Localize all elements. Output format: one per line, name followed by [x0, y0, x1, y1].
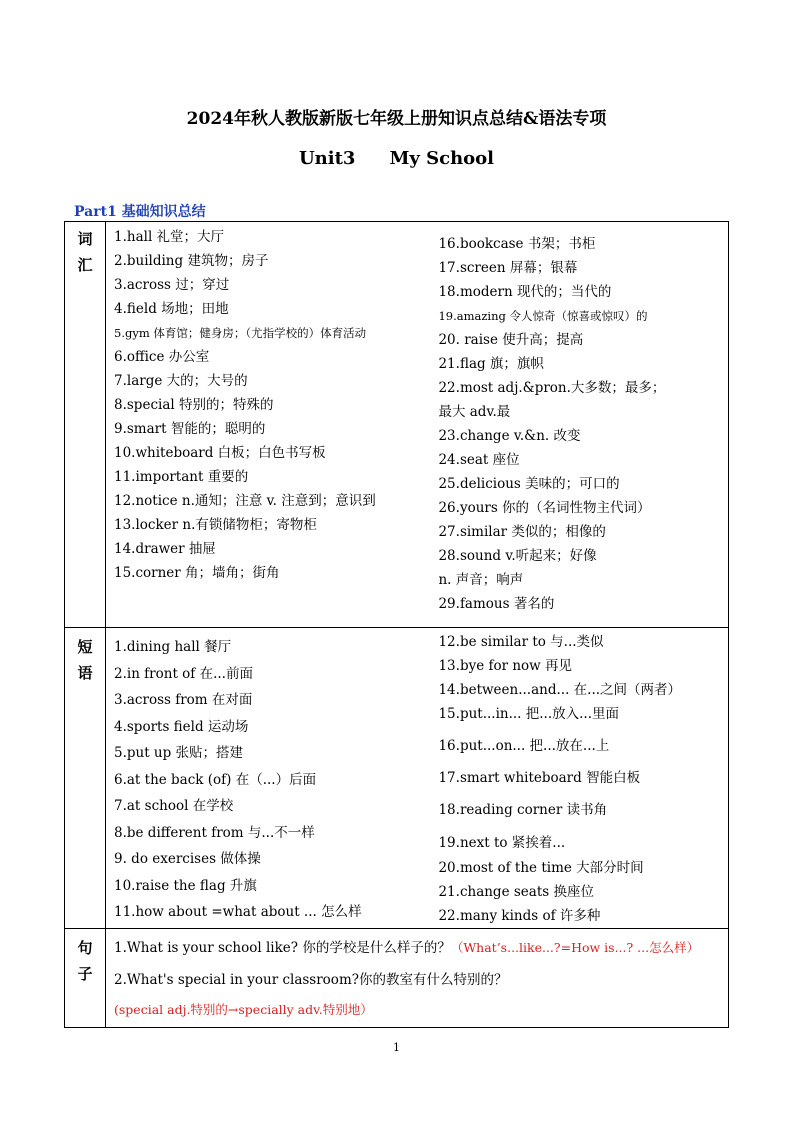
vocab-item: 8.special 特别的；特殊的: [114, 397, 274, 413]
vocab-content: [106, 222, 729, 628]
vocab-item: 22.most adj.&pron.大多数；最多；: [438, 380, 666, 396]
knowledge-table: [64, 221, 729, 1028]
phrase-item: 7.at school 在学校: [114, 798, 234, 814]
phrase-item: 9. do exercises 做体操: [114, 851, 261, 867]
vocab-item: 12.notice n.通知；注意 v. 注意到；意识到: [114, 493, 376, 509]
phrase-item: 15.put...in... 把...放入...里面: [438, 706, 619, 722]
vocab-item: 25.delicious 美味的；可口的: [438, 476, 620, 492]
vocab-right-column: [438, 222, 728, 616]
phrases-content: [106, 628, 729, 929]
sentences-row: [65, 929, 729, 1028]
unit-name: My School: [389, 148, 494, 169]
sentences-label-char: 句: [77, 939, 93, 957]
phrase-item: 14.between...and... 在...之间（两者）: [438, 682, 682, 698]
phrase-item: 10.raise the flag 升旗: [114, 877, 257, 894]
page-number: 1: [393, 1041, 400, 1054]
phrase-item: 8.be different from 与...不一样: [114, 824, 315, 841]
phrases-label: [65, 628, 106, 929]
phrase-item: 13.bye for now 再见: [438, 658, 573, 674]
sentences-label-char: 子: [77, 965, 93, 983]
phrase-item: 11.how about =what about ... 怎么样: [114, 904, 362, 920]
phrases-right-column: [438, 628, 728, 928]
document-title: 2024年秋人教版新版七年级上册知识点总结&语法专项: [186, 109, 607, 129]
phrase-item: 5.put up 张贴；搭建: [114, 745, 244, 761]
sentences-content: [106, 929, 729, 1028]
vocab-item: 23.change v.&n. 改变: [438, 428, 581, 444]
vocab-item: 11.important 重要的: [114, 469, 249, 485]
phrase-item: 17.smart whiteboard 智能白板: [438, 770, 641, 786]
vocab-item: 21.flag 旗；旗帜: [438, 356, 544, 372]
vocab-label: [65, 222, 106, 628]
phrase-item: 22.many kinds of 许多种: [438, 908, 601, 924]
sentence-2: 2.What's special in your classroom?你的教室有什么特别的？: [114, 972, 508, 988]
phrases-left-column: [106, 628, 438, 928]
phrase-item: 4.sports field 运动场: [114, 718, 249, 735]
vocab-item: 17.screen 屏幕；银幕: [438, 260, 578, 276]
vocab-item: 20. raise 使升高；提高: [438, 332, 584, 348]
vocab-label-char: 汇: [77, 256, 93, 274]
phrase-item: 21.change seats 换座位: [438, 884, 594, 900]
vocab-item: 19.amazing 令人惊奇（惊喜或惊叹）的: [438, 309, 648, 323]
vocab-item: 18.modern 现代的；当代的: [438, 284, 612, 300]
vocab-item: 5.gym 体育馆；健身房；（尤指学校的）体育活动: [114, 326, 367, 340]
vocab-item: 29.famous 著名的: [438, 596, 555, 612]
vocab-item: 最大 adv.最: [438, 404, 511, 420]
vocab-item: 7.large 大的；大号的: [114, 373, 248, 389]
phrase-item: 16.put...on... 把...放在...上: [438, 738, 610, 754]
vocab-item: 24.seat 座位: [438, 452, 520, 468]
phrase-item: 3.across from 在对面: [114, 692, 253, 708]
vocab-left-column: [106, 222, 438, 616]
vocab-label-char: 词: [77, 230, 93, 248]
vocab-item: 16.bookcase 书架；书柜: [438, 236, 596, 252]
sentences-label: [65, 929, 106, 1028]
vocab-row: [65, 222, 729, 628]
unit-number: Unit3: [298, 148, 356, 169]
vocab-item: 4.field 场地；田地: [114, 301, 229, 317]
phrase-item: 19.next to 紧挨着...: [438, 835, 566, 851]
phrase-item: 18.reading corner 读书角: [438, 802, 608, 818]
vocab-item: n. 声音；响声: [438, 572, 524, 588]
phrase-item: 2.in front of 在...前面: [114, 665, 253, 682]
unit-heading: [0, 148, 793, 169]
vocab-item: 1.hall 礼堂；大厅: [114, 229, 225, 245]
vocab-item: 14.drawer 抽屉: [114, 541, 216, 557]
vocab-item: 6.office 办公室: [114, 349, 210, 365]
vocab-item: 2.building 建筑物；房子: [114, 253, 269, 269]
phrases-row: [65, 628, 729, 929]
sentence-2-note: (special adj.特别的→specially adv.特别地）: [114, 1002, 373, 1017]
vocab-item: 26.yours 你的（名词性物主代词）: [438, 500, 651, 516]
phrases-label-char: 短: [77, 638, 93, 656]
phrase-item: 12.be similar to 与...类似: [438, 634, 604, 650]
vocab-item: 3.across 过；穿过: [114, 277, 230, 293]
vocab-item: 9.smart 智能的；聪明的: [114, 421, 266, 437]
phrases-label-char: 语: [77, 664, 93, 682]
phrase-item: 20.most of the time 大部分时间: [438, 860, 644, 876]
vocab-item: 10.whiteboard 白板；白色书写板: [114, 445, 326, 461]
phrase-item: 1.dining hall 餐厅: [114, 639, 232, 655]
phrase-item: 6.at the back (of) 在（...）后面: [114, 771, 317, 788]
part-heading: Part1 基础知识总结: [74, 204, 206, 220]
sentence-1: [114, 935, 728, 961]
vocab-item: 13.locker n.有锁储物柜；寄物柜: [114, 517, 317, 533]
sentence-1-note: （What’s...like...?=How is...? ...怎么样）: [450, 940, 700, 955]
vocab-item: 15.corner 角；墙角；街角: [114, 565, 280, 581]
vocab-item: 27.similar 类似的；相像的: [438, 524, 606, 540]
sentence-1-text: 1.What is your school like? 你的学校是什么样子的？: [114, 940, 451, 956]
vocab-item: 28.sound v.听起来；好像: [438, 548, 597, 564]
